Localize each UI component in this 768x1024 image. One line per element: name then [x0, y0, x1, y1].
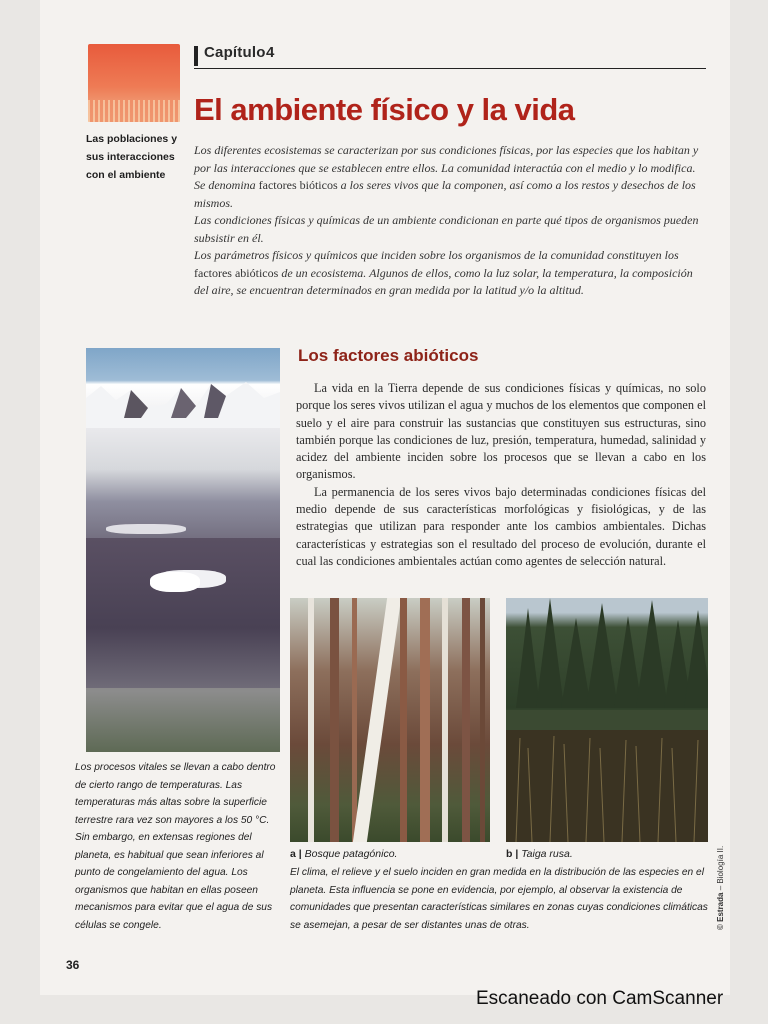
ice-floe	[106, 524, 186, 534]
body-paragraph: La vida en la Tierra depende de sus condiciones físicas y químicas, no solo porque los seres vivos utilizan el agua y muchos de los elementos que componen el suelo y el aire para construir las sustancias que constituyen sus estructuras, sino también porque las condiciones de luz, presión, temperatura, humedad, salinidad y acidez del ambiente inciden sobre los procesos que se llevan a cabo en los organismos.	[296, 381, 706, 482]
photo-a-label: a | Bosque patagónico.	[290, 848, 398, 860]
intro-paragraph: Las condiciones físicas y químicas de un ambiente condicionan en parte qué tipos de organismos pueden subsistir en él.	[194, 213, 699, 245]
tree-trunk	[420, 598, 430, 842]
tree-trunk	[442, 598, 448, 842]
page-title: El ambiente físico y la vida	[194, 92, 575, 127]
section-body	[296, 380, 706, 570]
tree-trunk	[400, 598, 407, 842]
mountain-peaks	[86, 378, 280, 428]
mountain-lake-photo	[86, 348, 280, 752]
forests-caption: El clima, el relieve y el suelo inciden en gran medida en la distribución de las especies en el planeta. Esta influencia se pone en evidencia, por ejemplo, al observar la existencia de comunidades que presentan características similares en zonas cuyas condiciones climáticas se asemejan, a pesar de ser distantes unas de otras.	[290, 867, 708, 931]
tree-trunk	[462, 598, 470, 842]
ice-floe	[150, 572, 200, 592]
tree-trunk	[480, 598, 485, 842]
patagonian-forest-photo	[290, 598, 490, 842]
chapter-label: Capítulo	[204, 44, 266, 61]
intro-paragraph: Los parámetros físicos y químicos que inciden sobre los organismos de la comunidad constituyen los factores abióticos de un ecosistema. Algunos de ellos, como la luz solar, la temperatura, la composición del aire, se encuentran determinados en gran medida por la latitud y/o la altitud.	[194, 248, 693, 297]
glacial-lake	[86, 538, 280, 688]
tree-trunk	[330, 598, 339, 842]
scanner-watermark: Escaneado con CamScanner	[476, 988, 724, 1009]
page-number: 36	[66, 958, 80, 972]
unit-side-label: Las poblaciones y sus interacciones con el ambiente	[86, 133, 178, 181]
chapter-header	[194, 44, 706, 69]
section-heading: Los factores abióticos	[298, 346, 479, 365]
chapter-thumbnail-image	[88, 44, 180, 122]
intro-paragraph: Los diferentes ecosistemas se caracterizan por sus condiciones físicas, por las especies que los habitan y por las interacciones que se establecen entre ellos. La comunidad interactúa con el medio y lo modifica. Se denomina factores bióticos a los seres vivos que la componen, así como a los restos y desechos de los mismos.	[194, 143, 699, 210]
intro-text	[194, 142, 706, 300]
photo-b-label: b | Taiga rusa.	[506, 848, 573, 860]
chapter-number: 4	[266, 44, 275, 61]
taiga-scene	[506, 598, 708, 842]
mountain-photo-caption: Los procesos vitales se llevan a cabo dentro de cierto rango de temperaturas. Las temperaturas más altas sobre la superficie terrestre rara vez son mayores a los 50 °C. Sin embargo, en extensas regiones del planeta, es habitual que sean inferiores al punto de congelamiento del agua. Los organismos que habitan en ellas poseen mecanismos para evitar que el agua de sus células se congele.	[75, 762, 276, 931]
chapter-marker	[194, 46, 198, 66]
term-factores-bioticos: factores bióticos	[258, 178, 338, 192]
term-factores-abioticos: factores abióticos	[194, 265, 279, 280]
russian-taiga-photo	[506, 598, 708, 842]
tree-trunk	[353, 598, 401, 842]
tree-trunk	[308, 598, 314, 842]
tree-trunk	[352, 598, 357, 842]
publisher-credit: © Estrada – Biología II.	[716, 845, 725, 930]
body-paragraph: La permanencia de los seres vivos bajo determinadas condiciones físicas del medio depende de sus características morfológicas y fisiológicas, y de las estrategias que utilizan para responder ante los cambios ambientales. Dichas características y estrategias son el resultado del proceso de evolución, durante el cual las condiciones ambientales actúan como agentes de selección natural.	[296, 484, 706, 568]
